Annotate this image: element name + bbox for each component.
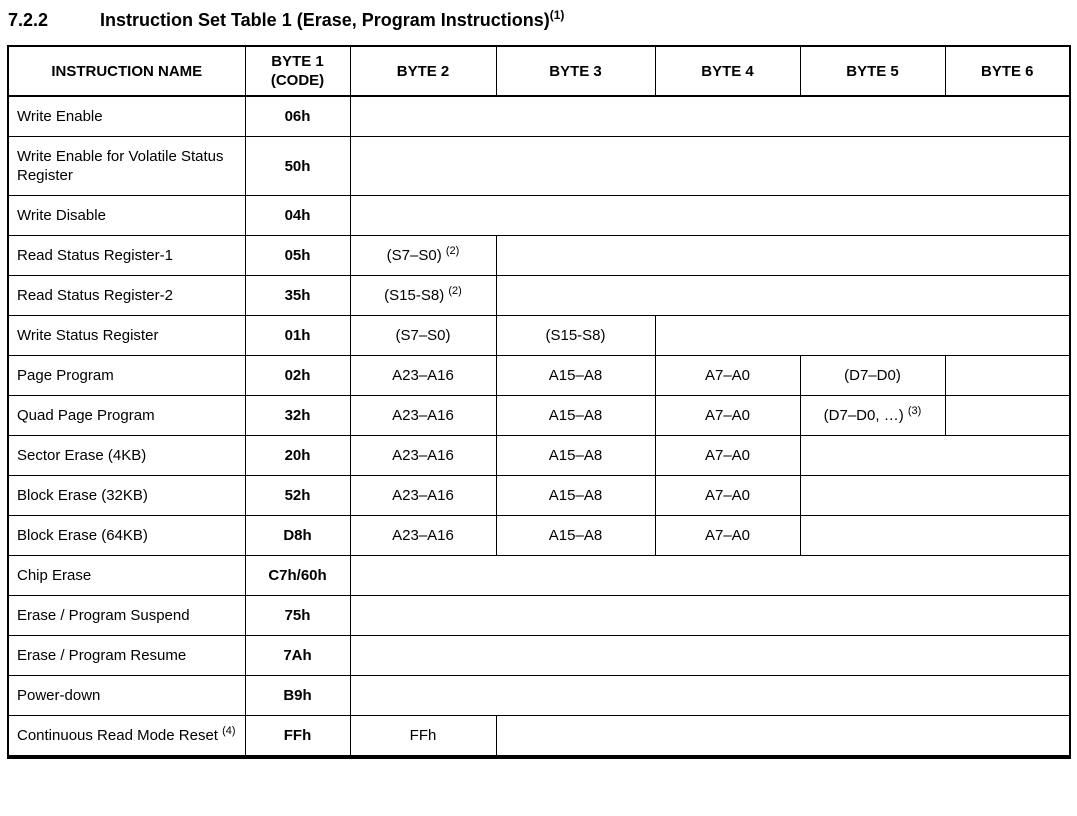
instruction-name-text: Read Status Register-2	[17, 287, 173, 304]
byte-value-cell	[800, 356, 945, 396]
byte-value-text: A7–A0	[704, 447, 751, 464]
column-header-byte4: BYTE 4	[655, 46, 800, 96]
instruction-name-cell	[8, 276, 245, 316]
empty-cell	[945, 356, 1070, 396]
byte-value-text: A23–A16	[392, 367, 454, 384]
column-header-instruction-name: INSTRUCTION NAME	[8, 46, 245, 96]
byte-value-cell	[655, 516, 800, 556]
byte1-code-cell: FFh	[245, 716, 350, 758]
byte-value-cell	[350, 396, 496, 436]
instruction-name-text: Page Program	[17, 367, 114, 384]
instruction-name-text: Block Erase (32KB)	[17, 487, 148, 504]
table-row	[8, 196, 1070, 236]
byte-value-text: A15–A8	[548, 487, 603, 504]
section-number: 7.2.2	[8, 10, 49, 30]
instruction-name-text: Quad Page Program	[17, 407, 155, 424]
table-row	[8, 476, 1070, 516]
byte-value-text: (D7–D0, …)	[823, 407, 904, 424]
table-row	[8, 137, 1070, 196]
byte1-code-cell: 7Ah	[245, 636, 350, 676]
table-row	[8, 436, 1070, 476]
byte-value-cell	[350, 236, 496, 276]
empty-cell	[350, 556, 1070, 596]
instruction-table-body	[8, 96, 1070, 757]
byte-value-cell	[655, 436, 800, 476]
byte1-code-cell: C7h/60h	[245, 556, 350, 596]
byte-value-text: (S7–S0)	[395, 327, 451, 344]
header-row	[8, 46, 1070, 96]
footnote-marker: (2)	[448, 285, 462, 297]
byte-value-cell	[496, 316, 655, 356]
byte-value-cell	[655, 396, 800, 436]
byte1-code-cell: 20h	[245, 436, 350, 476]
column-header-byte3: BYTE 3	[496, 46, 655, 96]
instruction-name-text: Power-down	[17, 687, 101, 704]
instruction-name-cell	[8, 436, 245, 476]
section-title: Instruction Set Table 1 (Erase, Program Instructions)$^{(1)}$	[100, 8, 565, 30]
instruction-name-cell	[8, 236, 245, 276]
byte-value-cell	[655, 356, 800, 396]
footnote-marker: (4)	[222, 725, 236, 737]
byte1-code-cell: 35h	[245, 276, 350, 316]
instruction-name-cell	[8, 316, 245, 356]
footnote-marker: (3)	[907, 405, 922, 417]
byte-value-cell	[350, 716, 496, 758]
instruction-name-text: Read Status Register-1	[17, 247, 173, 264]
byte-value-text: A15–A8	[548, 367, 603, 384]
instruction-name-text: Erase / Program Resume	[17, 647, 187, 664]
table-row	[8, 396, 1070, 436]
byte-value-cell	[496, 476, 655, 516]
byte1-code-cell: D8h	[245, 516, 350, 556]
table-row	[8, 316, 1070, 356]
byte-value-cell	[350, 276, 496, 316]
instruction-name-cell	[8, 716, 245, 758]
byte1-code-cell: 01h	[245, 316, 350, 356]
column-header-byte2: BYTE 2	[350, 46, 496, 96]
byte-value-cell	[496, 356, 655, 396]
instruction-name-text: Write Disable	[17, 207, 106, 224]
column-header-byte1: BYTE 1 (CODE)	[245, 46, 350, 96]
byte-value-cell	[496, 516, 655, 556]
byte-value-text: A15–A8	[548, 407, 603, 424]
table-row	[8, 636, 1070, 676]
table-row	[8, 596, 1070, 636]
instruction-name-text: Sector Erase (4KB)	[17, 447, 147, 464]
byte1-code-cell: 52h	[245, 476, 350, 516]
byte-value-text: (D7–D0)	[844, 367, 901, 384]
instruction-name-text: Write Enable	[17, 108, 103, 125]
byte-value-text: A23–A16	[392, 527, 454, 544]
table-row	[8, 516, 1070, 556]
table-row	[8, 556, 1070, 596]
empty-cell	[496, 236, 1070, 276]
instruction-name-text: Continuous Read Mode Reset	[17, 727, 218, 744]
instruction-name-cell	[8, 516, 245, 556]
instruction-name-text: Chip Erase	[17, 567, 92, 584]
empty-cell	[945, 396, 1070, 436]
empty-cell	[800, 476, 1070, 516]
instruction-name-text: Write Status Register	[17, 327, 159, 344]
empty-cell	[496, 716, 1070, 758]
byte1-code-cell: 75h	[245, 596, 350, 636]
byte1-code-cell: 32h	[245, 396, 350, 436]
table-row	[8, 356, 1070, 396]
instruction-table	[7, 45, 1071, 759]
byte-value-cell	[496, 396, 655, 436]
instruction-name-text: Write Enable for Volatile Status Register	[17, 148, 224, 184]
byte1-code-cell: 05h	[245, 236, 350, 276]
empty-cell	[655, 316, 1070, 356]
table-row	[8, 96, 1070, 137]
byte-value-text: (S15-S8)	[545, 327, 606, 344]
byte-value-text: A23–A16	[392, 487, 454, 504]
byte-value-cell	[350, 356, 496, 396]
byte-value-text: A15–A8	[548, 527, 603, 544]
instruction-name-text: Block Erase (64KB)	[17, 527, 148, 544]
footnote-marker: (2)	[445, 245, 460, 257]
section-heading	[8, 8, 1070, 32]
instruction-name-cell	[8, 356, 245, 396]
byte-value-text: A23–A16	[392, 447, 454, 464]
byte-value-cell	[350, 316, 496, 356]
byte-value-cell	[350, 436, 496, 476]
empty-cell	[350, 596, 1070, 636]
instruction-name-cell	[8, 137, 245, 196]
column-header-byte5: BYTE 5	[800, 46, 945, 96]
byte1-code-cell: 02h	[245, 356, 350, 396]
byte1-code-cell: 06h	[245, 96, 350, 137]
instruction-name-cell	[8, 636, 245, 676]
byte-value-text: (S15-S8)	[384, 287, 445, 304]
empty-cell	[800, 516, 1070, 556]
byte-value-cell	[350, 516, 496, 556]
empty-cell	[496, 276, 1070, 316]
empty-cell	[350, 196, 1070, 236]
instruction-name-cell	[8, 556, 245, 596]
table-row	[8, 716, 1070, 758]
instruction-table-header	[8, 46, 1070, 96]
empty-cell	[350, 676, 1070, 716]
instruction-name-cell	[8, 476, 245, 516]
byte-value-cell	[496, 436, 655, 476]
instruction-name-cell	[8, 396, 245, 436]
instruction-name-cell	[8, 96, 245, 137]
table-row	[8, 676, 1070, 716]
instruction-name-cell	[8, 676, 245, 716]
byte1-code-cell: B9h	[245, 676, 350, 716]
instruction-name-cell	[8, 596, 245, 636]
instruction-name-text: Erase / Program Suspend	[17, 607, 190, 624]
byte-value-cell	[350, 476, 496, 516]
byte1-code-cell: 04h	[245, 196, 350, 236]
byte-value-text: (S7–S0)	[386, 247, 442, 264]
instruction-name-cell	[8, 196, 245, 236]
column-header-byte6: BYTE 6	[945, 46, 1070, 96]
byte-value-cell	[655, 476, 800, 516]
title-footnote-marker: (1)	[549, 8, 565, 22]
byte-value-text: A7–A0	[704, 367, 751, 384]
empty-cell	[350, 636, 1070, 676]
table-row	[8, 276, 1070, 316]
byte1-code-cell: 50h	[245, 137, 350, 196]
byte-value-text: A7–A0	[704, 527, 751, 544]
empty-cell	[800, 436, 1070, 476]
byte-value-text: A15–A8	[548, 447, 603, 464]
byte-value-text: A23–A16	[392, 407, 454, 424]
empty-cell	[350, 96, 1070, 137]
byte-value-text: FFh	[409, 727, 437, 744]
table-row	[8, 236, 1070, 276]
byte-value-cell	[800, 396, 945, 436]
byte-value-text: A7–A0	[704, 407, 751, 424]
byte-value-text: A7–A0	[704, 487, 751, 504]
empty-cell	[350, 137, 1070, 196]
